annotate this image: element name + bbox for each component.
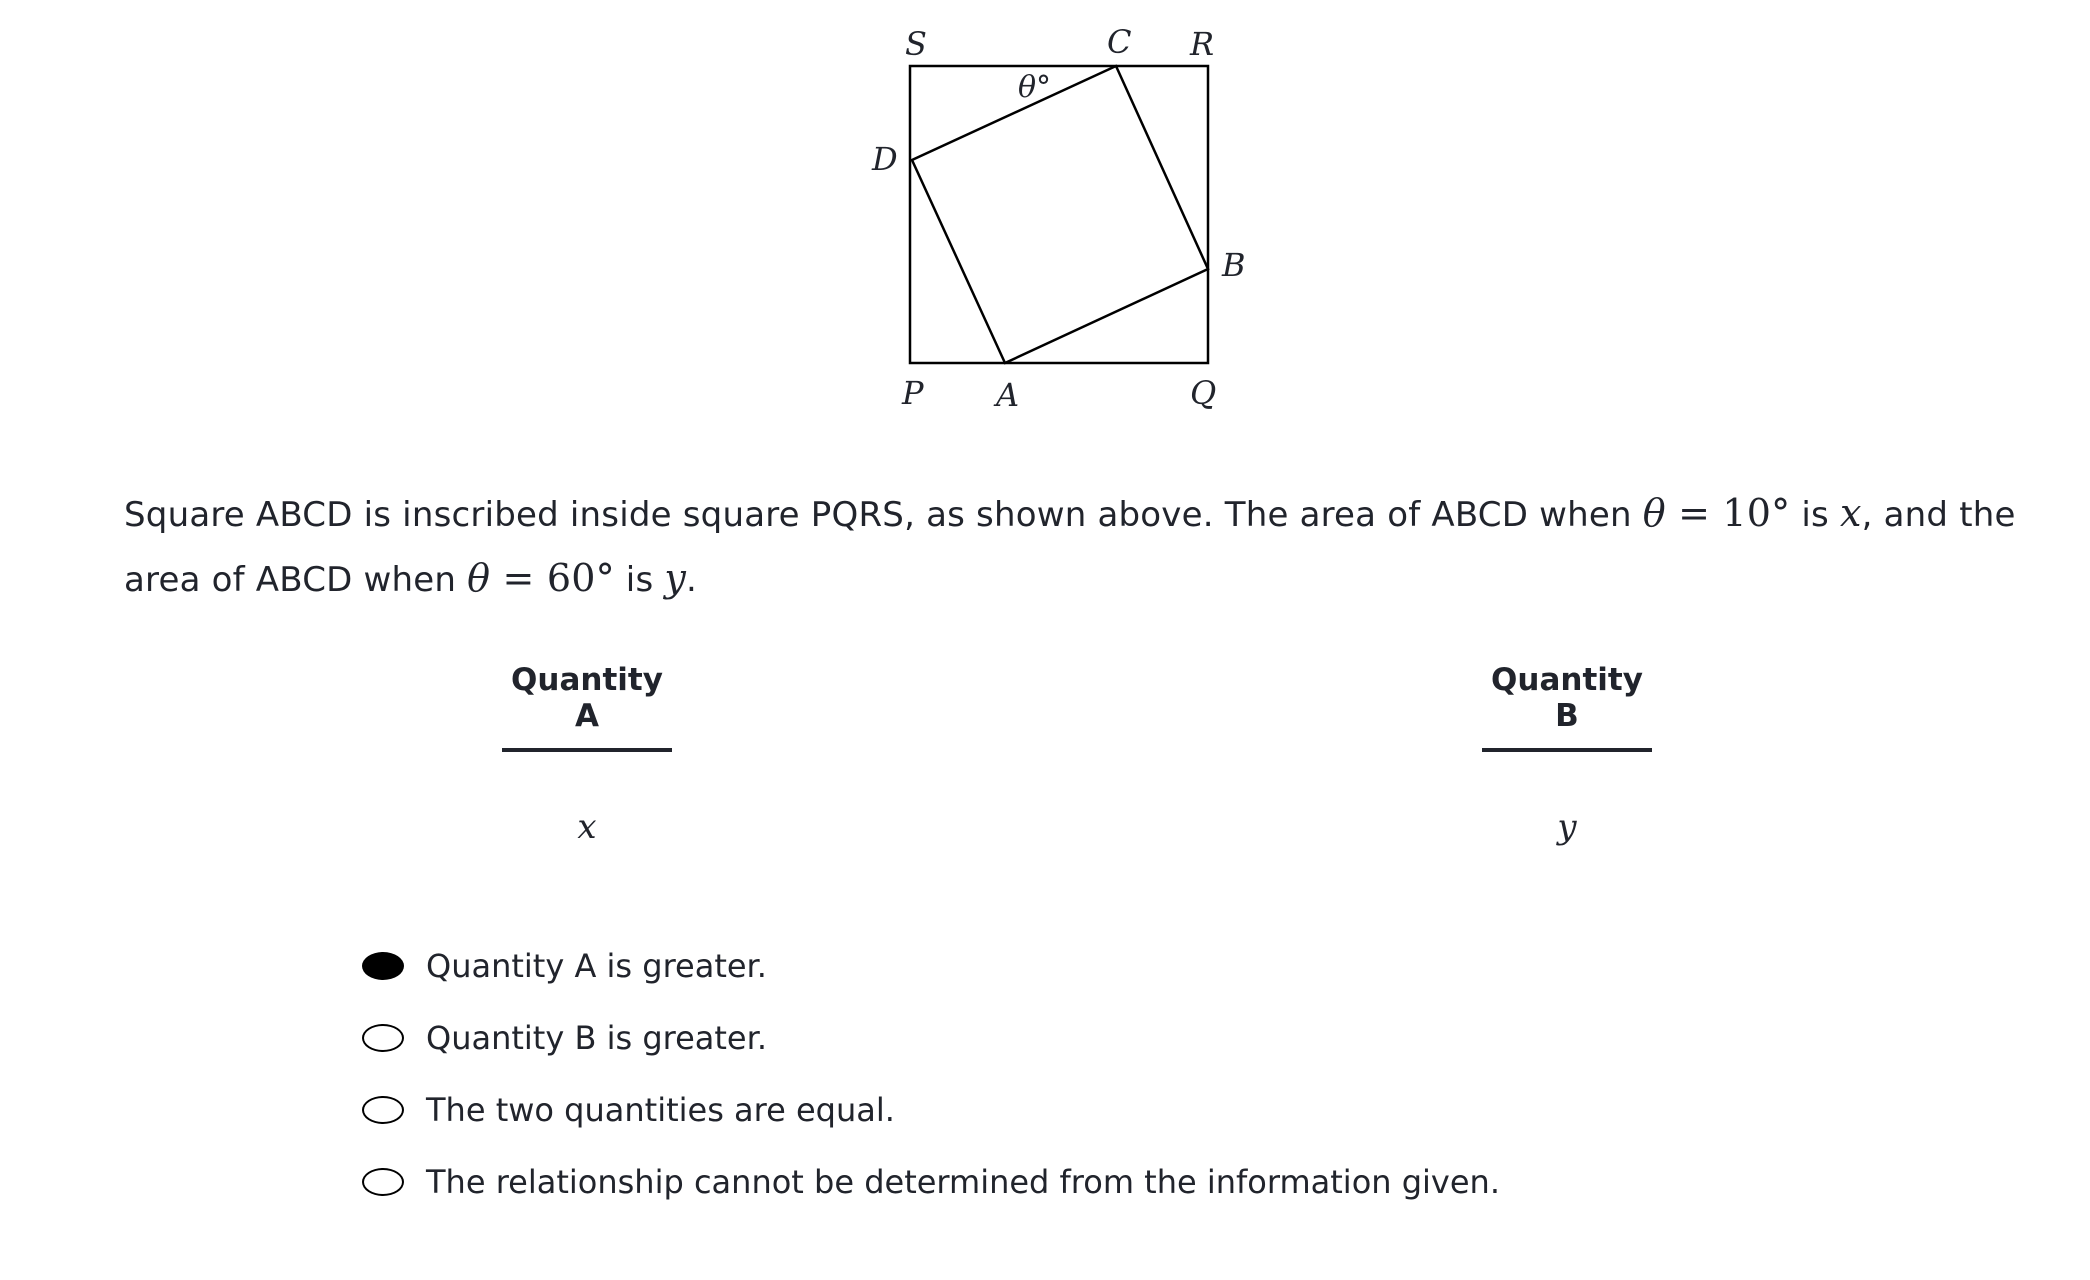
quantity-b-header: Quantity B	[1482, 662, 1652, 752]
quantity-b-value: y	[1557, 807, 1577, 847]
geometry-figure	[0, 0, 2090, 440]
quantity-b-column	[1482, 662, 1652, 847]
inner-square-abcd	[912, 66, 1208, 363]
choice-label: Quantity A is greater.	[426, 947, 767, 985]
theta-symbol: θ	[1642, 491, 1666, 535]
label-c: C	[1107, 23, 1132, 61]
radio-button[interactable]	[362, 1096, 404, 1124]
radio-button[interactable]	[362, 1168, 404, 1196]
outer-square-pqrs	[910, 66, 1208, 363]
theta-symbol: θ	[467, 556, 491, 600]
label-theta: θ°	[1018, 70, 1052, 105]
quantity-a-header: Quantity A	[502, 662, 672, 752]
choice-equal[interactable]	[362, 1074, 1500, 1146]
quantity-a-value: x	[577, 807, 597, 847]
label-p: P	[902, 374, 924, 412]
label-a: A	[996, 376, 1020, 414]
answer-choices	[362, 930, 1500, 1218]
variable-y: y	[664, 556, 687, 600]
choice-label: Quantity B is greater.	[426, 1019, 767, 1057]
label-d: D	[872, 140, 898, 178]
radio-button[interactable]	[362, 952, 404, 980]
quantity-a-column	[502, 662, 672, 847]
choice-a-greater[interactable]	[362, 930, 1500, 1002]
choice-cannot-determine[interactable]	[362, 1146, 1500, 1218]
label-b: B	[1222, 246, 1246, 284]
choice-label: The two quantities are equal.	[426, 1091, 895, 1129]
label-q: Q	[1190, 374, 1217, 412]
choice-b-greater[interactable]	[362, 1002, 1500, 1074]
variable-x: x	[1839, 491, 1862, 535]
choice-label: The relationship cannot be determined from the information given.	[426, 1163, 1500, 1201]
label-s: S	[905, 25, 927, 63]
label-r: R	[1190, 25, 1215, 63]
question-text: Square ABCD is inscribed inside square PQRS, as shown above. The area of ABCD when θ = 10° is x, and the area of ABCD when θ = 60° is y.	[124, 491, 2016, 600]
radio-button[interactable]	[362, 1024, 404, 1052]
